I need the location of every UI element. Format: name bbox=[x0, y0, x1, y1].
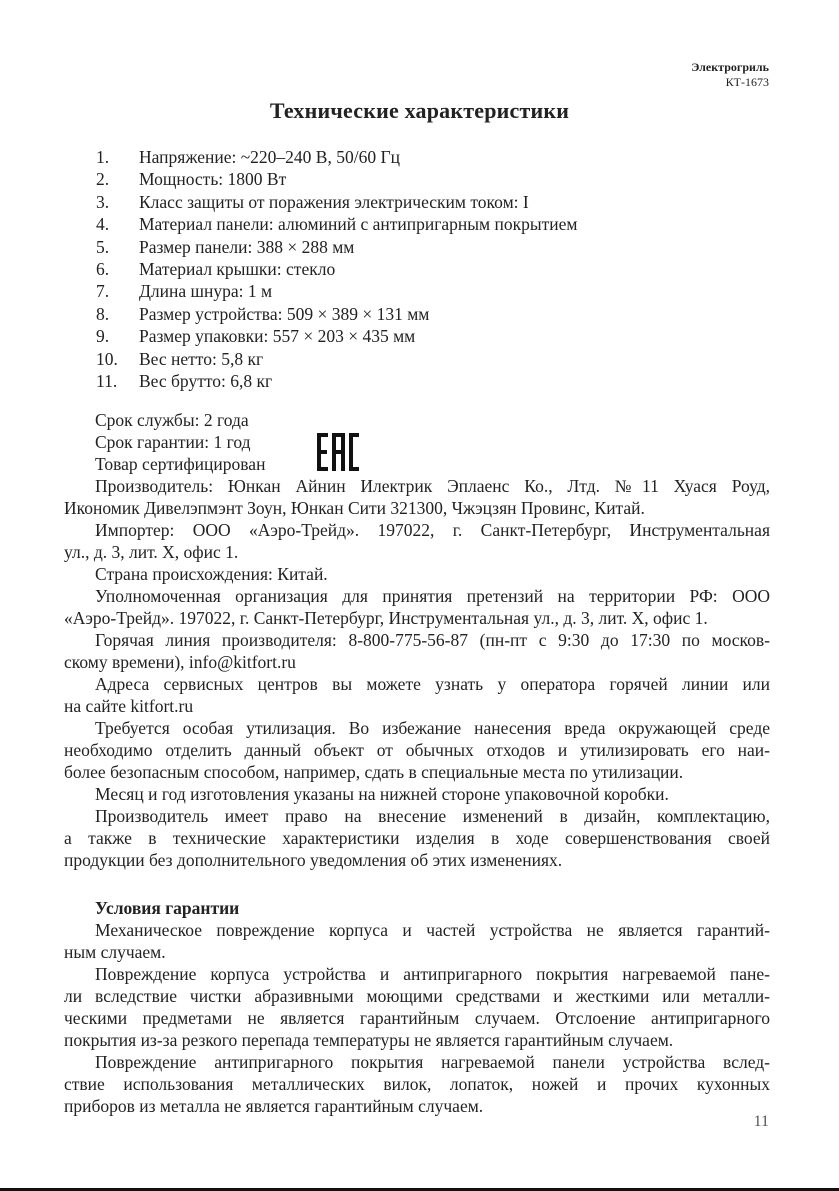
list-item: 10. Вес нетто: 5,8 кг bbox=[96, 348, 264, 369]
page-number: 11 bbox=[753, 1113, 769, 1130]
warranty-condition-1: Механическое повреждение корпуса и частей устройства не является гарантий- ным случаем. bbox=[64, 920, 770, 962]
document-body bbox=[64, 409, 770, 1117]
list-item: 9. Размер упаковки: 557 × 203 × 435 мм bbox=[96, 326, 416, 347]
page-header bbox=[691, 60, 769, 90]
service-life: Срок службы: 2 года bbox=[95, 410, 249, 430]
list-item: 7. Длина шнура: 1 м bbox=[96, 281, 273, 302]
hotline-info: Горячая линия производителя: 8-800-775-56-87 (пн-пт с 9:30 до 17:30 по москов- скому времени), info@kitfort.ru bbox=[64, 630, 770, 672]
page-title: Технические характеристики bbox=[269, 98, 570, 123]
rights-notice: Производитель имеет право на внесение изменений в дизайн, комплектацию, а также в технические характеристики изделия в ходе совершенствования своей продукции без дополнительного уведомления об этих изменениях. bbox=[64, 806, 770, 870]
manufacture-date: Месяц и год изготовления указаны на нижней стороне упаковочной коробки. bbox=[95, 784, 669, 804]
origin-country: Страна происхождения: Китай. bbox=[95, 564, 328, 584]
spec-list bbox=[96, 146, 577, 392]
product-name: Электрогриль bbox=[691, 60, 769, 74]
manufacturer-info: Производитель: Юнкан Айнин Илектрик Эплаенс Ко., Лтд. №11 Хуася Роуд, Икономик Дивелэпмэнт Зоун, Юнкан Сити 321300, Чжэцзян Провинс, Китай. bbox=[64, 476, 770, 518]
importer-info: Импортер: ООО «Аэро-Трейд». 197022, г. Санкт-Петербург, Инструментальная ул., д. 3, лит. Х, офис 1. bbox=[64, 520, 770, 562]
list-item: 3. Класс защиты от поражения электрическим током: I bbox=[96, 191, 529, 212]
certification-block bbox=[95, 409, 770, 475]
list-item: 11. Вес брутто: 6,8 кг bbox=[96, 371, 273, 392]
certified-text: Товар сертифицирован bbox=[95, 454, 266, 474]
authorized-organization: Уполномоченная организация для принятия претензий на территории РФ: ООО «Аэро-Трейд». 197022, г. Санкт-Петербург, Инструментальная ул., д. 3, лит. Х, офис 1. bbox=[64, 586, 770, 628]
disposal-info: Требуется особая утилизация. Во избежание нанесения вреда окружающей среде необходимо отделить данный объект от обычных отходов и утилизировать его наи- более безопасным способом, например, сдать в специальные места по утилизации. bbox=[64, 718, 770, 782]
warranty-condition-3: Повреждение антипригарного покрытия нагреваемой панели устройства вслед- ствие использования металлических вилок, лопаток, ножей и прочих кухонных приборов из металла не является гарантийным случаем. bbox=[64, 1052, 770, 1116]
eac-icon bbox=[317, 433, 359, 471]
service-centers: Адреса сервисных центров вы можете узнать у оператора горячей линии или на сайте kitfort.ru bbox=[64, 674, 770, 716]
model-number: КТ-1673 bbox=[725, 75, 769, 89]
list-item: 4. Материал панели: алюминий с антипригарным покрытием bbox=[96, 214, 578, 235]
warranty-heading: Условия гарантии bbox=[95, 898, 240, 918]
warranty-condition-2: Повреждение корпуса устройства и антипригарного покрытия нагреваемой пане- ли вследствие чистки абразивными моющими средствами и жесткими или металли- ческими предметами не является гарантийным случаем. Отслоение антипригарного покрытия из-за резкого перепада температуры не является гарантийным случаем. bbox=[64, 964, 770, 1050]
warranty-period: Срок гарантии: 1 год bbox=[95, 432, 251, 452]
list-item: 2. Мощность: 1800 Вт bbox=[96, 169, 287, 190]
list-item: 8. Размер устройства: 509 × 389 × 131 мм bbox=[96, 303, 430, 324]
list-item: 6. Материал крышки: стекло bbox=[96, 259, 336, 280]
list-item: 1. Напряжение: ~220–240 В, 50/60 Гц bbox=[96, 147, 400, 167]
list-item: 5. Размер панели: 388 × 288 мм bbox=[96, 236, 355, 257]
